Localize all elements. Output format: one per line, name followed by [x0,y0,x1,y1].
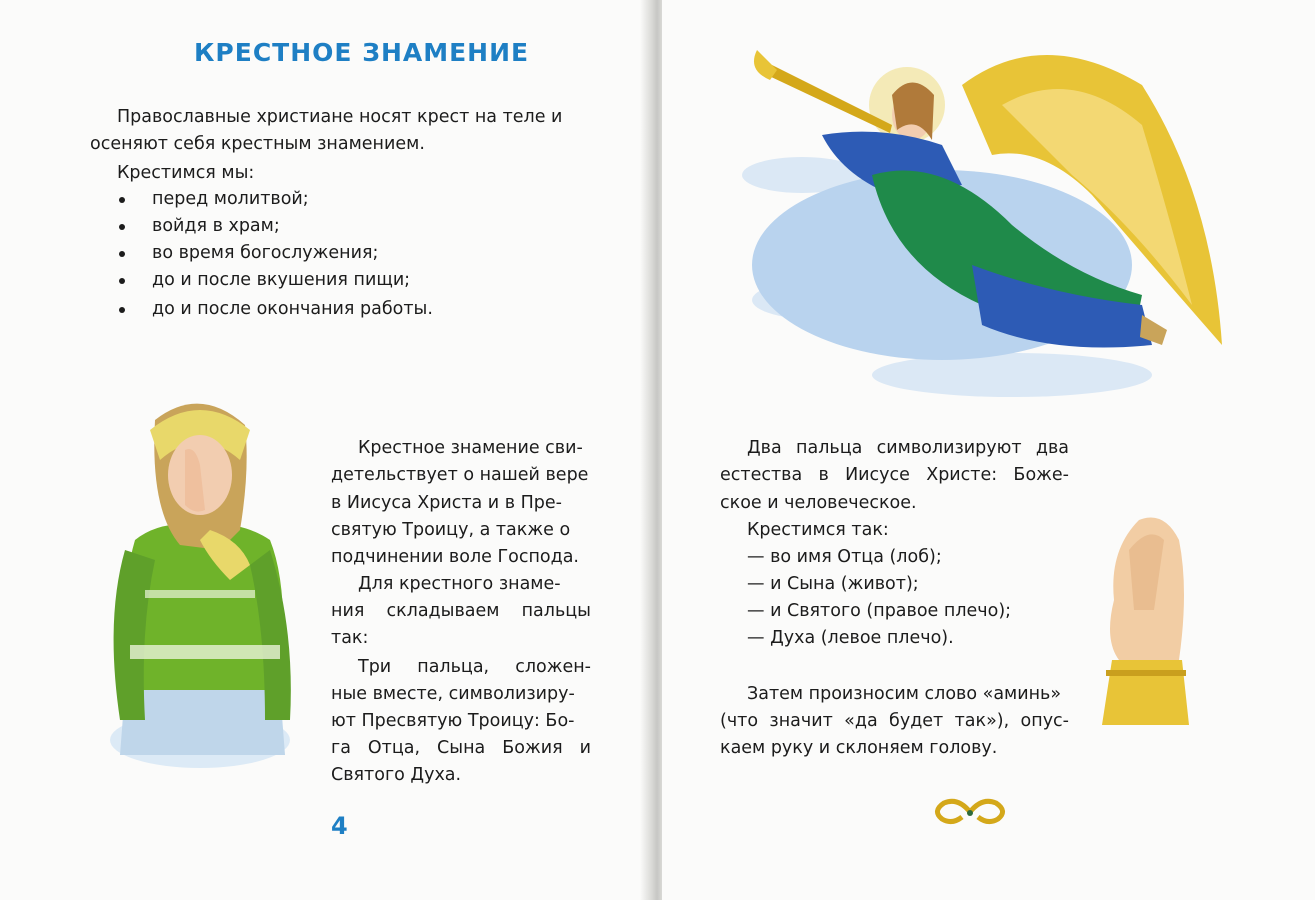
left-page [0,0,650,900]
cross-step: — Духа (левое плечо). [747,628,954,648]
bullet-dot [119,307,125,313]
bullet-dot [119,224,125,230]
body-line: ют Пресвятую Троицу: Бо- [331,711,575,731]
list-item: перед молитвой; [152,189,309,209]
body-line: Для крестного знаме- [358,574,561,594]
closing-line: каем руку и склоняем голову. [720,738,998,758]
body-line: ные вместе, символизиру- [331,684,575,704]
body-line: подчинении воле Господа. [331,547,579,567]
page-title: КРЕСТНОЕ ЗНАМЕНИЕ [194,38,530,67]
bullet-dot [119,251,125,257]
closing-line: (что значит «да будет так»), опус- [720,711,1069,731]
bullet-dot [119,197,125,203]
body-line: га Отца, Сына Божия и [331,738,591,758]
body-line: Два пальца символизируют два [747,438,1069,458]
body-line: ское и человеческое. [720,493,917,513]
ornament-icon [930,797,1010,827]
body-line: в Иисуса Христа и в Пре- [331,493,562,513]
right-page [662,0,1315,900]
intro-line-2: осеняют себя крестным знамением. [90,134,425,154]
body-line: Крестное знамение сви- [358,438,583,458]
cross-step: — и Сына (живот); [747,574,919,594]
angel-with-trumpet-illustration [712,45,1262,405]
list-item: до и после окончания работы. [152,299,433,319]
body-line: Три пальца, сложен- [358,657,591,677]
bullet-dot [119,278,125,284]
hand-fingers-illustration [1094,510,1194,735]
body-line: детельствует о нашей вере [331,465,589,485]
body-line: естества в Иисусе Христе: Боже- [720,465,1069,485]
cross-step: — во имя Отца (лоб); [747,547,942,567]
closing-line: Затем произносим слово «аминь» [747,684,1062,704]
body-line: святую Троицу, а также о [331,520,571,540]
list-item: во время богослужения; [152,243,379,263]
cross-heading: Крестимся так: [747,520,889,540]
page-number: 4 [331,812,348,840]
body-line: Святого Духа. [331,765,462,785]
cross-step: — и Святого (правое плечо); [747,601,1012,621]
praying-girl-illustration [100,390,305,770]
body-line: ния складываем пальцы [331,601,591,621]
body-line: так: [331,628,369,648]
list-heading: Крестимся мы: [117,163,255,183]
intro-line-1: Православные христиане носят крест на теле и [117,107,563,127]
list-item: до и после вкушения пищи; [152,270,411,290]
list-item: войдя в храм; [152,216,280,236]
